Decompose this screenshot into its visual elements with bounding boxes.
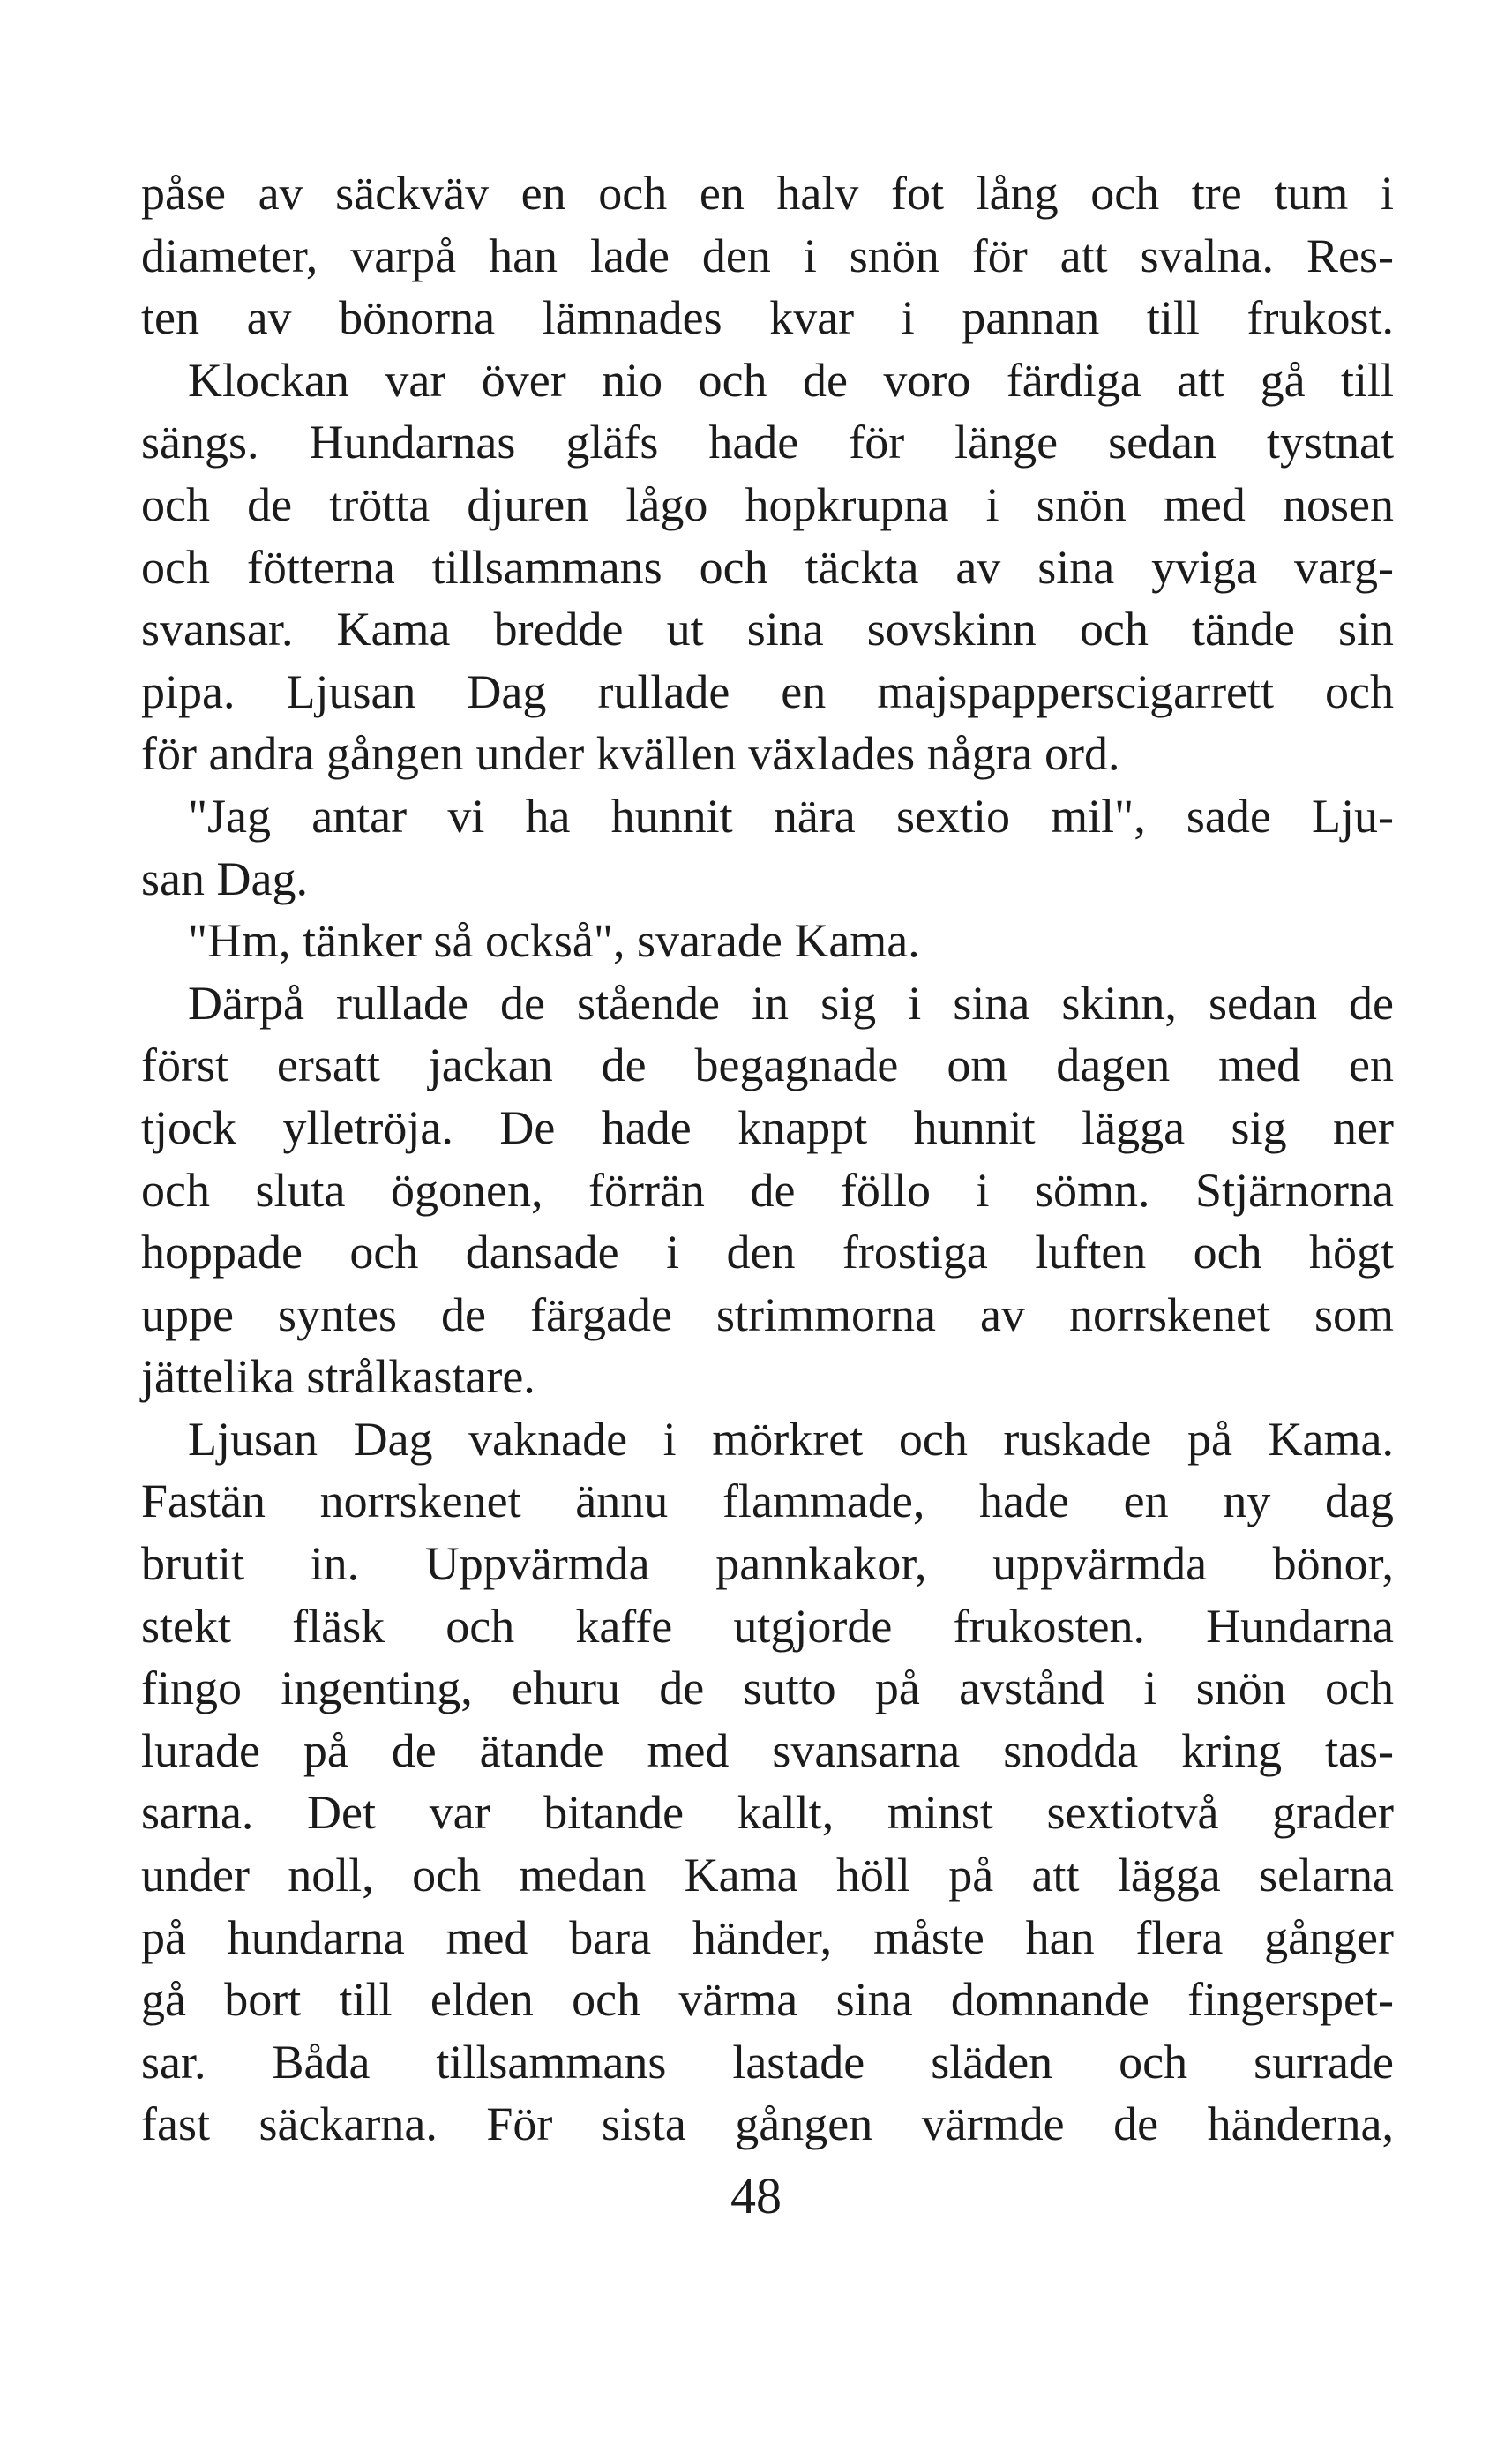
text-line: fingo ingenting, ehuru de sutto på avstånd i snön och bbox=[141, 1662, 1394, 1715]
text-line: svansar. Kama bredde ut sina sovskinn och tände sin bbox=[141, 603, 1394, 656]
text-line: påse av säckväv en och en halv fot lång och tre tum i bbox=[141, 167, 1394, 220]
text-line: lurade på de ätande med svansarna snodda kring tas- bbox=[141, 1723, 1394, 1777]
text-line: ten av bönorna lämnades kvar i pannan till frukost. bbox=[141, 291, 1394, 345]
text-line: pipa. Ljusan Dag rullade en majspapperscigarrett och bbox=[141, 664, 1394, 718]
text-line: jättelika strålkastare. bbox=[141, 1350, 535, 1404]
text-line: och fötterna tillsammans och täckta av sina yviga varg- bbox=[141, 540, 1394, 594]
text-line: sar. Båda tillsammans lastade släden och surrade bbox=[141, 2035, 1394, 2089]
text-line: på hundarna med bara händer, måste han flera gånger bbox=[141, 1910, 1394, 1964]
text-line: Klockan var över nio och de voro färdiga att gå till bbox=[188, 353, 1394, 407]
text-line: diameter, varpå han lade den i snön för att svalna. Res- bbox=[141, 229, 1394, 282]
text-line: först ersatt jackan de begagnade om dagen med en bbox=[141, 1039, 1394, 1092]
text-line: tjock ylletröja. De hade knappt hunnit lägga sig ner bbox=[141, 1100, 1394, 1154]
text-line: stekt fläsk och kaffe utgjorde frukosten. Hundarna bbox=[141, 1599, 1394, 1653]
text-line: "Hm, tänker så också", svarade Kama. bbox=[188, 914, 920, 968]
text-line: uppe syntes de färgade strimmorna av norrskenet som bbox=[141, 1287, 1394, 1341]
text-line: och de trötta djuren lågo hopkrupna i snön med nosen bbox=[141, 477, 1394, 531]
text-line: fast säckarna. För sista gången värmde de händerna, bbox=[141, 2097, 1394, 2151]
body-text bbox=[141, 162, 1394, 2156]
page-number: 48 bbox=[730, 2167, 782, 2224]
text-line: sarna. Det var bitande kallt, minst sextiotvå grader bbox=[141, 1786, 1394, 1840]
text-line: gå bort till elden och värma sina domnande fingerspet- bbox=[141, 1973, 1394, 2027]
text-line: under noll, och medan Kama höll på att lägga selarna bbox=[141, 1849, 1394, 1902]
text-line: och sluta ögonen, förrän de föllo i sömn. Stjärnorna bbox=[141, 1163, 1394, 1217]
text-line: hoppade och dansade i den frostiga luften och högt bbox=[141, 1226, 1394, 1279]
text-line: san Dag. bbox=[141, 851, 308, 905]
text-line: brutit in. Uppvärmda pannkakor, uppvärmda bönor, bbox=[141, 1537, 1394, 1591]
text-line: Därpå rullade de stående in sig i sina skinn, sedan de bbox=[188, 976, 1394, 1030]
text-line: "Jag antar vi ha hunnit nära sextio mil", sade Lju- bbox=[188, 789, 1394, 843]
text-line: Ljusan Dag vaknade i mörkret och ruskade på Kama. bbox=[188, 1412, 1394, 1466]
text-line: Fastän norrskenet ännu flammade, hade en ny dag bbox=[141, 1474, 1394, 1528]
text-line: för andra gången under kvällen växlades några ord. bbox=[141, 727, 1120, 781]
text-line: sängs. Hundarnas gläfs hade för länge sedan tystnat bbox=[141, 416, 1394, 469]
